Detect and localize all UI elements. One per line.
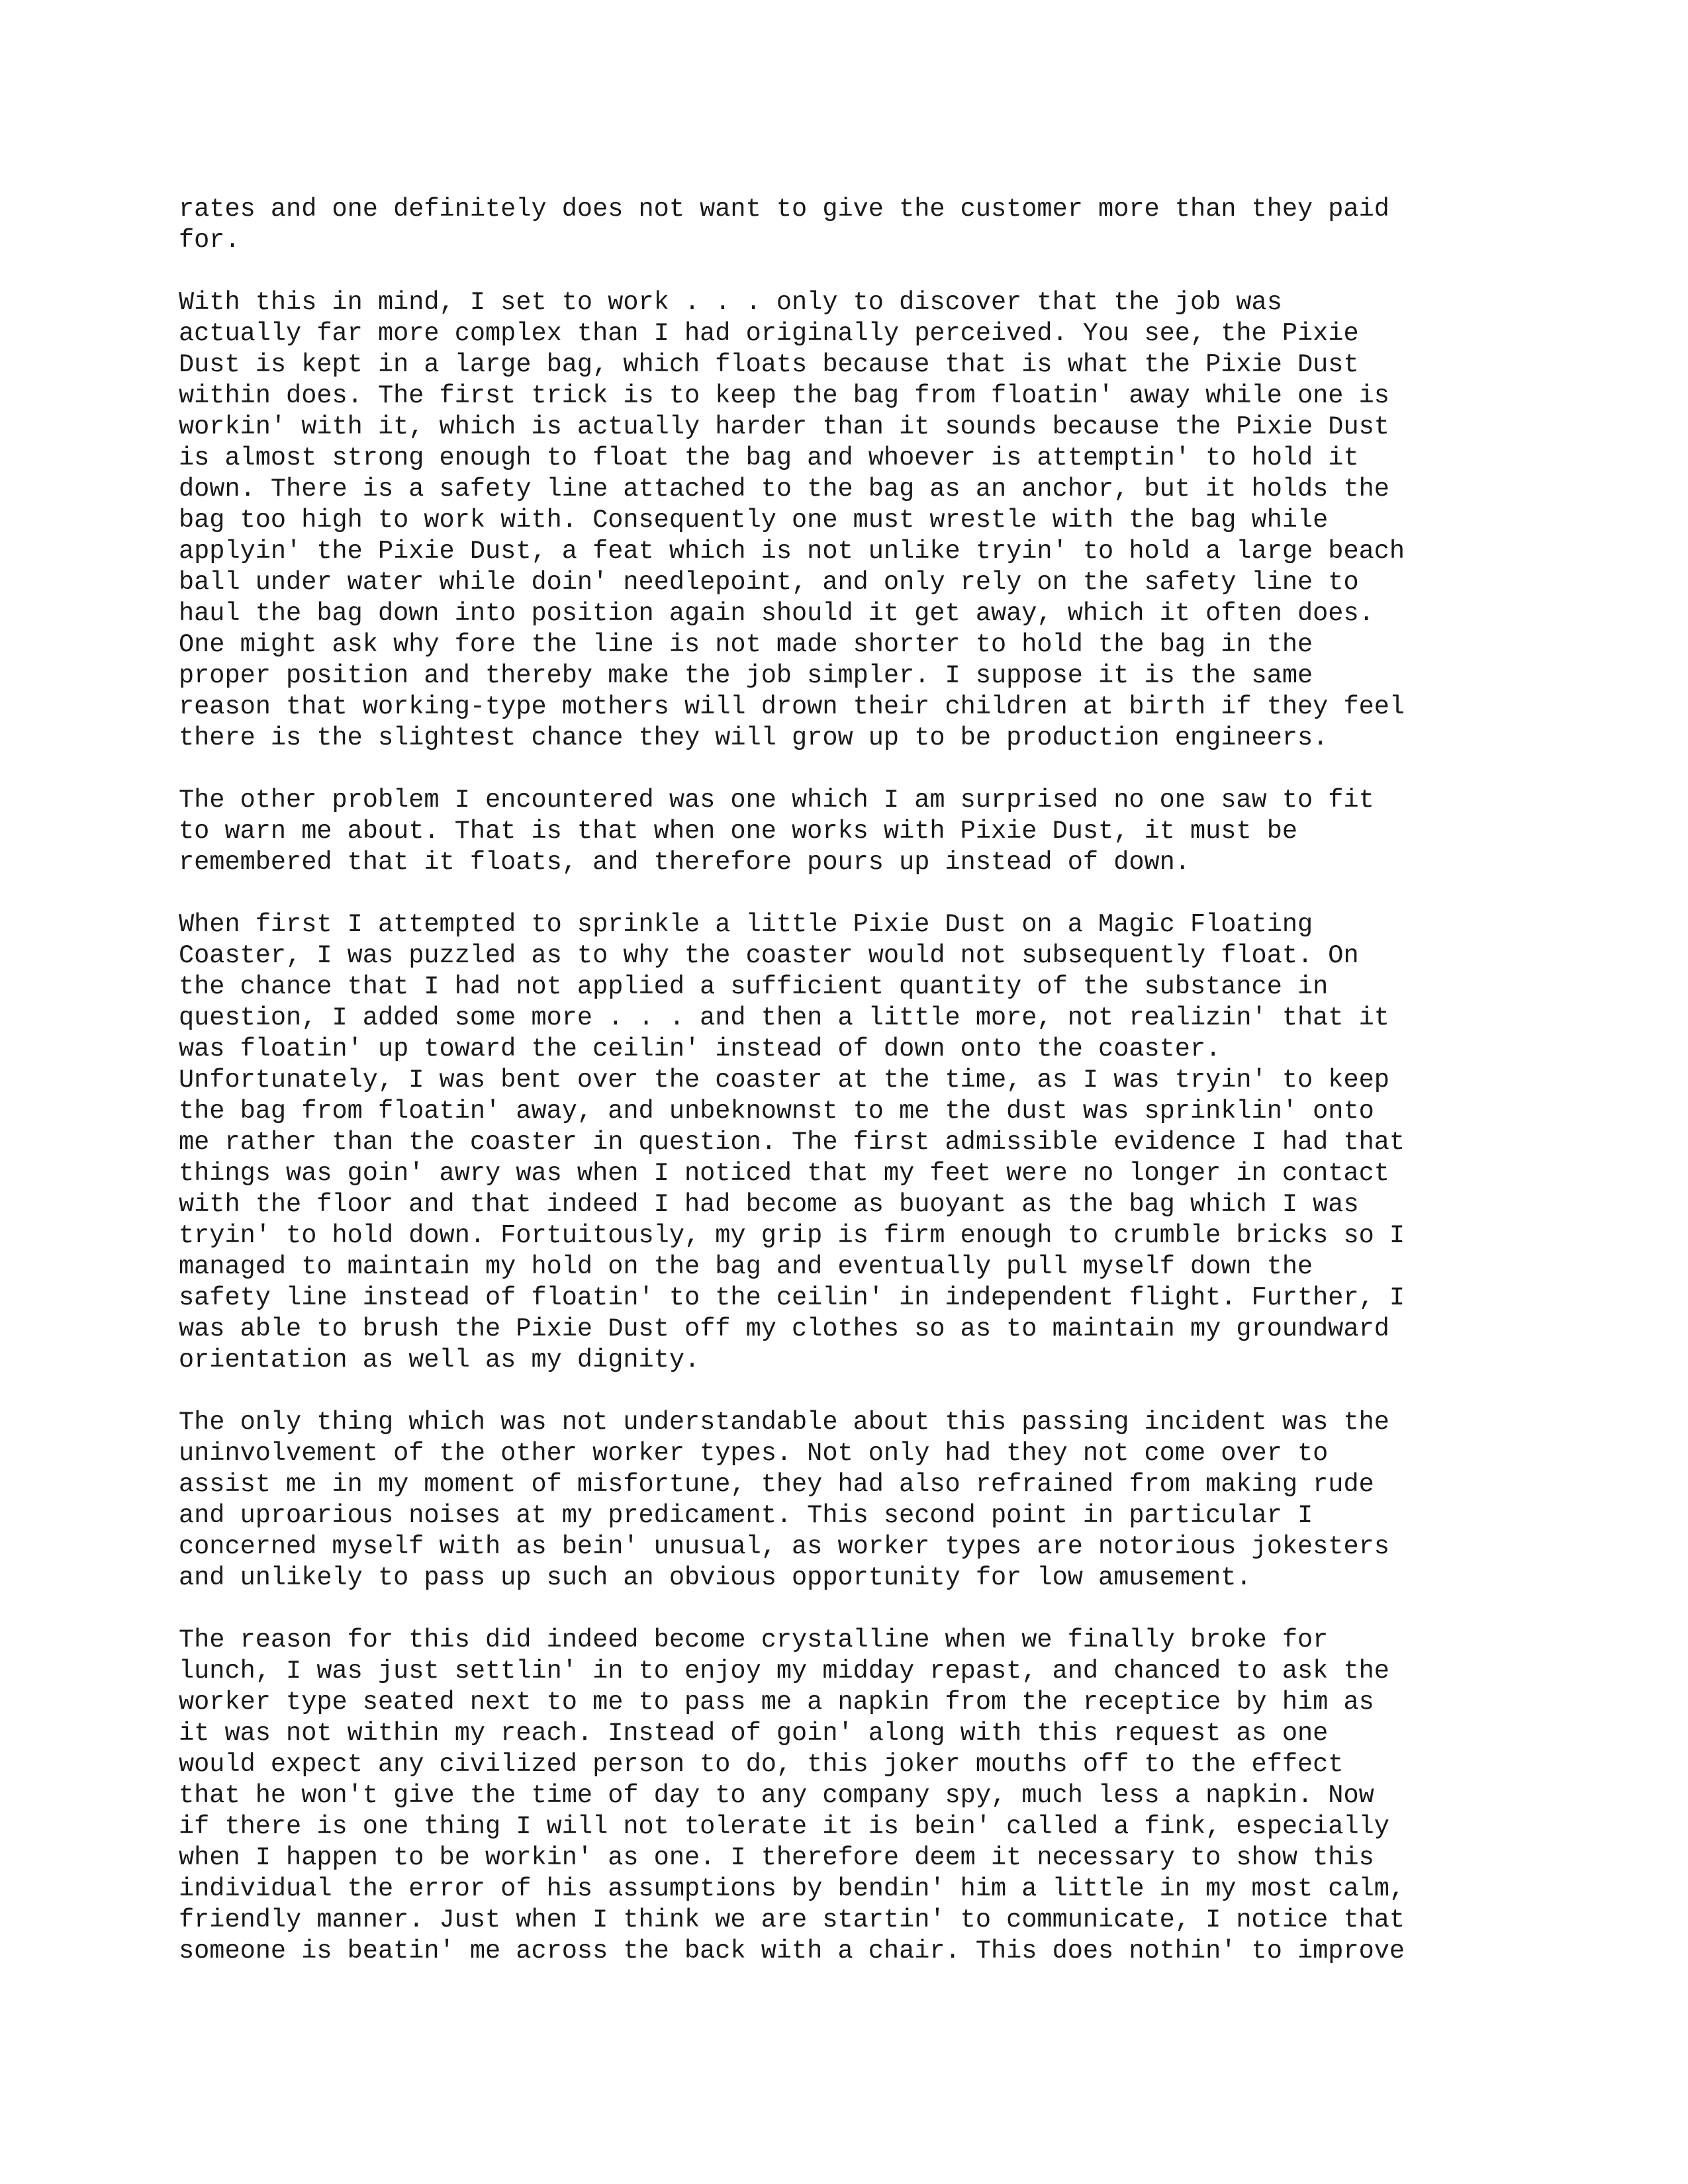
text-line: Dust is kept in a large bag, which floats because that is what the Pixie Dust	[179, 350, 1359, 379]
text-line: workin' with it, which is actually harder than it sounds because the Pixie Dust	[179, 412, 1389, 441]
text-line: would expect any civilized person to do, this joker mouths off to the effect	[179, 1750, 1344, 1779]
text-line: orientation as well as my dignity.	[179, 1345, 700, 1375]
text-line: When first I attempted to sprinkle a little Pixie Dust on a Magic Floating	[179, 910, 1313, 939]
text-line: was floatin' up toward the ceilin' instead of down onto the coaster.	[179, 1034, 1221, 1064]
text-line: assist me in my moment of misfortune, they had also refrained from making rude	[179, 1470, 1374, 1499]
text-line: me rather than the coaster in question. The first admissible evidence I had that	[179, 1128, 1405, 1157]
text-line: The other problem I encountered was one which I am surprised no one saw to fit	[179, 786, 1374, 815]
text-line: is almost strong enough to float the bag and whoever is attemptin' to hold it	[179, 443, 1359, 473]
text-line: One might ask why fore the line is not made shorter to hold the bag in the	[179, 630, 1313, 659]
text-line: The only thing which was not understandable about this passing incident was the	[179, 1408, 1389, 1437]
paragraph	[179, 909, 1523, 1376]
text-line: someone is beatin' me across the back with a chair. This does nothin' to improve	[179, 1936, 1405, 1966]
text-line: within does. The first trick is to keep the bag from floatin' away while one is	[179, 381, 1389, 410]
text-line: to warn me about. That is that when one works with Pixie Dust, it must be	[179, 817, 1297, 846]
text-line: if there is one thing I will not tolerate it is bein' called a fink, especially	[179, 1812, 1389, 1841]
text-line: proper position and thereby make the job simpler. I suppose it is the same	[179, 661, 1313, 690]
paragraph	[179, 1625, 1523, 1967]
text-line: remembered that it floats, and therefore pours up instead of down.	[179, 848, 1190, 877]
text-line: question, I added some more . . . and then a little more, not realizin' that it	[179, 1003, 1389, 1032]
text-line: for.	[179, 226, 240, 255]
paragraph	[179, 1407, 1523, 1594]
text-line: lunch, I was just settlin' in to enjoy my midday repast, and chanced to ask the	[179, 1657, 1389, 1686]
text-line: Unfortunately, I was bent over the coaster at the time, as I was tryin' to keep	[179, 1066, 1389, 1095]
text-line: managed to maintain my hold on the bag and eventually pull myself down the	[179, 1252, 1313, 1281]
text-line: the bag from floatin' away, and unbeknownst to me the dust was sprinklin' onto	[179, 1097, 1374, 1126]
text-line: when I happen to be workin' as one. I therefore deem it necessary to show this	[179, 1843, 1374, 1872]
text-line: friendly manner. Just when I think we are startin' to communicate, I notice that	[179, 1905, 1405, 1934]
text-line: safety line instead of floatin' to the ceilin' in independent flight. Further, I	[179, 1283, 1405, 1312]
text-line: ball under water while doin' needlepoint, and only rely on the safety line to	[179, 568, 1359, 597]
text-line: actually far more complex than I had originally perceived. You see, the Pixie	[179, 319, 1359, 348]
text-line: The reason for this did indeed become crystalline when we finally broke for	[179, 1625, 1329, 1655]
text-line: and uproarious noises at my predicament. This second point in particular I	[179, 1501, 1313, 1530]
text-line: worker type seated next to me to pass me a napkin from the receptice by him as	[179, 1688, 1374, 1717]
text-line: haul the bag down into position again should it get away, which it often does.	[179, 599, 1374, 628]
text-line: with the floor and that indeed I had become as buoyant as the bag which I was	[179, 1190, 1359, 1219]
text-line: Coaster, I was puzzled as to why the coaster would not subsequently float. On	[179, 941, 1359, 970]
text-line: uninvolvement of the other worker types. Not only had they not come over to	[179, 1439, 1329, 1468]
text-line: and unlikely to pass up such an obvious opportunity for low amusement.	[179, 1563, 1252, 1592]
text-line: was able to brush the Pixie Dust off my clothes so as to maintain my groundward	[179, 1314, 1389, 1343]
text-line: the chance that I had not applied a sufficient quantity of the substance in	[179, 972, 1329, 1001]
text-line: down. There is a safety line attached to the bag as an anchor, but it holds the	[179, 475, 1389, 504]
text-line: applyin' the Pixie Dust, a feat which is not unlike tryin' to hold a large beach	[179, 537, 1405, 566]
paragraph	[179, 785, 1523, 878]
text-line: With this in mind, I set to work . . . only to discover that the job was	[179, 288, 1282, 317]
text-line: individual the error of his assumptions by bendin' him a little in my most calm,	[179, 1874, 1405, 1903]
text-line: concerned myself with as bein' unusual, as worker types are notorious jokesters	[179, 1532, 1389, 1561]
text-line: that he won't give the time of day to any company spy, much less a napkin. Now	[179, 1781, 1374, 1810]
paragraph	[179, 194, 1523, 256]
text-line: rates and one definitely does not want to give the customer more than they paid	[179, 195, 1389, 224]
paragraph	[179, 287, 1523, 754]
text-line: things was goin' awry was when I noticed that my feet were no longer in contact	[179, 1159, 1389, 1188]
text-line: there is the slightest chance they will grow up to be production engineers.	[179, 723, 1329, 752]
text-line: reason that working-type mothers will drown their children at birth if they feel	[179, 692, 1405, 721]
text-line: bag too high to work with. Consequently one must wrestle with the bag while	[179, 506, 1329, 535]
text-line: it was not within my reach. Instead of goin' along with this request as one	[179, 1719, 1329, 1748]
text-line: tryin' to hold down. Fortuitously, my grip is firm enough to crumble bricks so I	[179, 1221, 1405, 1250]
document-page	[179, 194, 1523, 1967]
